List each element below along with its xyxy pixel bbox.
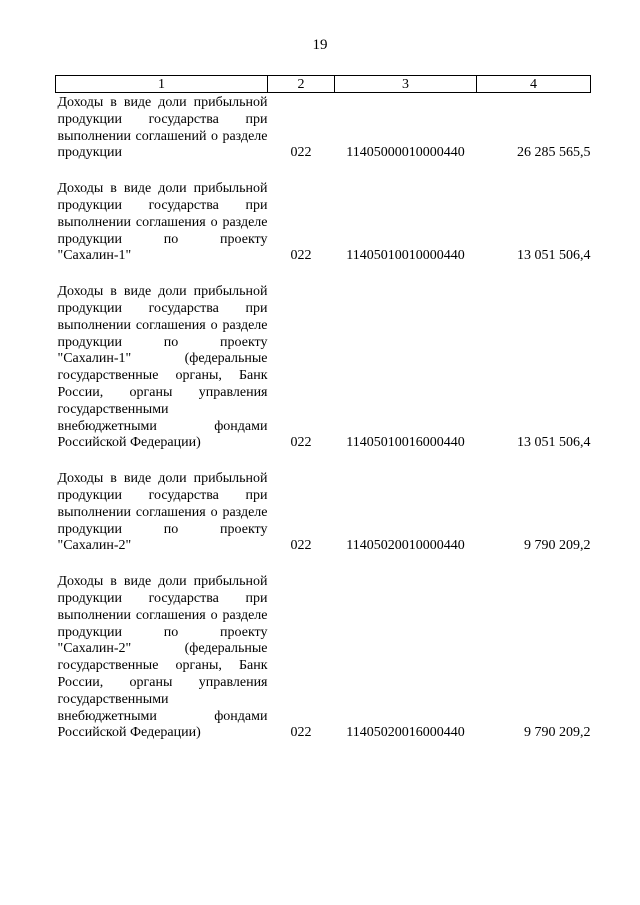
row-amount: 9 790 209,2 [524, 538, 591, 554]
column-header-1: 1 [56, 76, 268, 93]
table-row [56, 93, 591, 180]
row-description: Доходы в виде доли прибыльной продукции государства при выполнении соглашения о разделе продукции по проекту "Сахалин-1" (федеральные государственные органы, Банк России, органы управления государственными внебюджетными фондами Российской Федерации) [57, 284, 268, 451]
column-header-3: 3 [335, 76, 477, 93]
row-amount: 26 285 565,5 [517, 145, 591, 161]
revenue-table [55, 75, 591, 759]
row-kbk-code: 11405000010000440 [346, 145, 465, 161]
row-kbk-code: 11405020016000440 [346, 725, 465, 741]
table-row [56, 179, 591, 282]
column-header-4: 4 [477, 76, 591, 93]
table-row [56, 469, 591, 572]
row-amount: 13 051 506,4 [517, 435, 591, 451]
row-description: Доходы в виде доли прибыльной продукции государства при выполнении соглашения о разделе продукции по проекту "Сахалин-1" [57, 181, 268, 264]
row-admin-code: 022 [290, 145, 312, 161]
table-row [56, 282, 591, 469]
row-admin-code: 022 [290, 435, 312, 451]
row-admin-code: 022 [290, 725, 312, 741]
row-admin-code: 022 [290, 248, 312, 264]
row-description: Доходы в виде доли прибыльной продукции государства при выполнении соглашения о разделе продукции по проекту "Сахалин-2" [57, 471, 268, 554]
row-kbk-code: 11405010016000440 [346, 435, 465, 451]
table-row [56, 572, 591, 759]
row-amount: 13 051 506,4 [517, 248, 591, 264]
column-header-2: 2 [268, 76, 335, 93]
row-amount: 9 790 209,2 [524, 725, 591, 741]
row-description: Доходы в виде доли прибыльной продукции государства при выполнении соглашений о разделе продукции [57, 95, 268, 161]
row-kbk-code: 11405010010000440 [346, 248, 465, 264]
row-description: Доходы в виде доли прибыльной продукции государства при выполнении соглашения о разделе продукции по проекту "Сахалин-2" (федеральные государственные органы, Банк России, органы управления государственными внебюджетными фондами Российской Федерации) [57, 574, 268, 741]
row-kbk-code: 11405020010000440 [346, 538, 465, 554]
row-admin-code: 022 [290, 538, 312, 554]
page-number: 19 [312, 37, 328, 53]
table-header-row [56, 76, 591, 93]
